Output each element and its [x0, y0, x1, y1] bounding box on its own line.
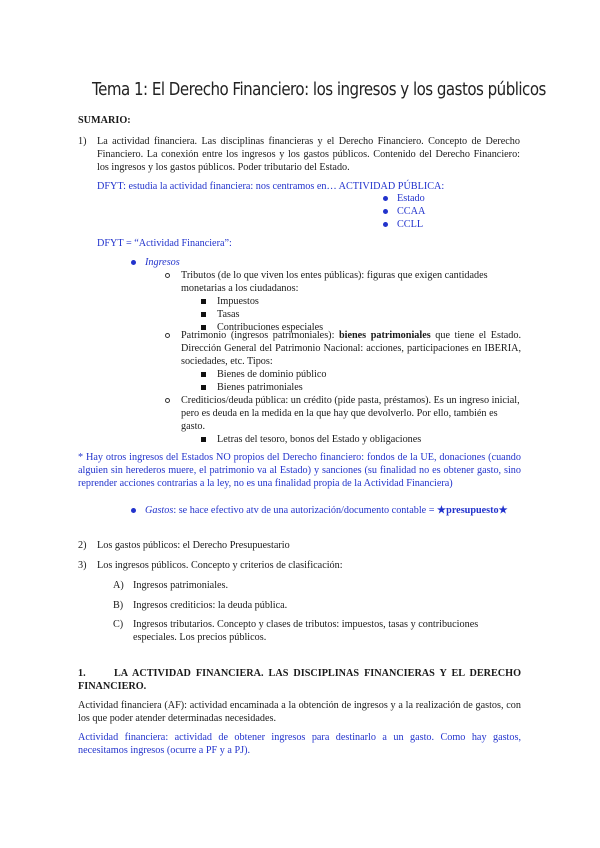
dfyt-actividad: DFYT = “Actividad Financiera”: — [97, 238, 232, 249]
bullet-icon — [131, 508, 136, 513]
section1-number: 1. — [78, 668, 86, 679]
bullet-icon — [131, 260, 136, 265]
item1-number: 1) — [78, 136, 87, 147]
subitem-c-number: C) — [113, 619, 124, 630]
credito-letras: Letras del tesoro, bonos del Estado y obligaciones — [217, 434, 422, 445]
patrimonio-bold: bienes patrimoniales — [338, 330, 431, 341]
circle-bullet-icon — [165, 333, 170, 338]
publica-estado: Estado — [397, 193, 425, 204]
subitem-b-text: Ingresos crediticios: la deuda pública. — [133, 600, 288, 611]
patrimonio-patrimoniales: Bienes patrimoniales — [217, 382, 303, 393]
sumario-heading: SUMARIO: — [78, 115, 131, 126]
gastos-text — [145, 504, 521, 517]
tributos-text: Tributos (de lo que viven los entes públicas): figuras que exigen cantidades monetarias a los ciudadanos: — [181, 270, 488, 294]
credito-text: Crediticios/deuda pública: un crédito (pide pasta, préstamos). Es un ingreso inicial, pero es deuda en la medida en la que hay que devolverlo. Por ello, también es gasto. — [181, 395, 520, 432]
subitem-a-number: A) — [113, 580, 124, 591]
gastos-label: Gastos — [145, 505, 174, 516]
tributos-tasas: Tasas — [217, 309, 240, 320]
presupuesto-label: ★presupuesto★ — [437, 505, 508, 516]
patrimonio-text — [181, 329, 521, 368]
patrimonio-pre: Patrimonio (ingresos patrimoniales): — [181, 330, 335, 341]
square-bullet-icon — [201, 385, 206, 390]
bullet-icon — [383, 209, 388, 214]
otros-ingresos-note: * Hay otros ingresos del Estados NO propios del Derecho financiero: fondos de la UE, donaciones (cuando alguien sin herederos muere, el patrimonio va al Estado) y sanciones (su finalidad no es obtener gasto, sino reprender acciones contrarias a la ley, no es una finalidad propia de la Actividad Financiera) — [78, 452, 521, 489]
subitem-b-number: B) — [113, 600, 124, 611]
square-bullet-icon — [201, 299, 206, 304]
patrimonio-post: que tiene el Estado. Dirección General del Patrimonio Nacional: acciones, participaciones en IBERIA, sociedades, etc. Tipos: — [181, 330, 522, 367]
patrimonio-dominio: Bienes de dominio público — [217, 369, 327, 380]
item3-number: 3) — [78, 560, 87, 571]
section1-title: LA ACTIVIDAD FINANCIERA. LAS DISCIPLINAS FINANCIERAS Y EL DERECHO FINANCIERO. — [78, 668, 521, 692]
subitem-c-text: Ingresos tributarios. Concepto y clases de tributos: impuestos, tasas y contribuciones especiales. Los precios públicos. — [133, 619, 479, 643]
af-blue-note: Actividad financiera: actividad de obtener ingresos para destinarlo a un gasto. Como hay gastos, necesitamos ingresos (ocurre a PF y a PJ). — [78, 732, 521, 756]
item3-text: Los ingresos públicos. Concepto y criterios de clasificación: — [97, 560, 343, 571]
square-bullet-icon — [201, 372, 206, 377]
publica-ccll: CCLL — [397, 219, 424, 230]
circle-bullet-icon — [165, 273, 170, 278]
gastos-desc: : se hace efectivo atv de una autorización/documento contable = — [173, 505, 435, 516]
item2-number: 2) — [78, 540, 87, 551]
page-title: Tema 1: El Derecho Financiero: los ingresos y los gastos públicos — [92, 80, 546, 100]
tributos-impuestos: Impuestos — [217, 296, 259, 307]
ingresos-label: Ingresos — [145, 257, 180, 268]
af-definition: Actividad financiera (AF): actividad encaminada a la obtención de ingresos y a la realización de gastos, con los que poder atender determinadas necesidades. — [78, 700, 521, 724]
square-bullet-icon — [201, 312, 206, 317]
tributos-contribuciones: Contribuciones especiales — [217, 322, 324, 333]
item1-text: La actividad financiera. Las disciplinas financieras y el Derecho Financiero. Concepto de Derecho Financiero. La conexión entre los ingresos y los gastos públicos. Contenido del Derecho Financiero: los ingresos y los gastos públicos. Poder tributario del Estado. — [97, 136, 520, 173]
dfyt-definition: DFYT: estudia la actividad financiera: nos centramos en… ACTIVIDAD PÚBLICA: — [97, 181, 445, 192]
subitem-a-text: Ingresos patrimoniales. — [133, 580, 229, 591]
square-bullet-icon — [201, 437, 206, 442]
bullet-icon — [383, 222, 388, 227]
item2-text: Los gastos públicos: el Derecho Presupuestario — [97, 540, 290, 551]
bullet-icon — [383, 196, 388, 201]
publica-ccaa: CCAA — [397, 206, 426, 217]
circle-bullet-icon — [165, 398, 170, 403]
